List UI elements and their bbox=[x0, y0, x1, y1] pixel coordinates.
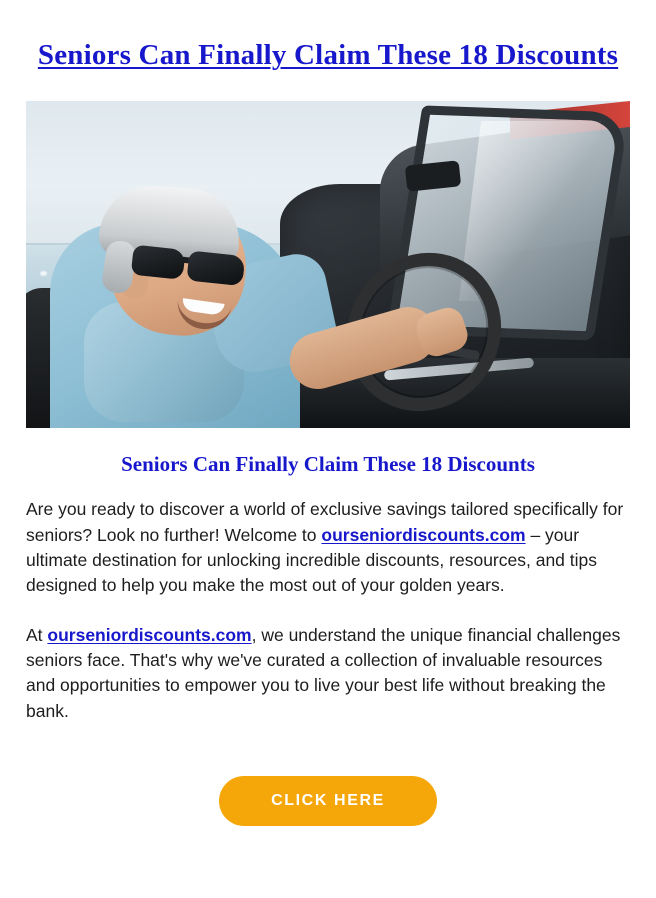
paragraph-1-text-after: – your ultimate destination for unlocking incredible discounts, resources, and tips designed to help you make the most out of your golden years. bbox=[26, 524, 598, 596]
headline-link[interactable]: Seniors Can Finally Claim These 18 Discounts bbox=[37, 39, 619, 71]
hero-image[interactable] bbox=[26, 101, 630, 428]
sub-headline: Seniors Can Finally Claim These 18 Discounts bbox=[121, 452, 535, 477]
cta-container bbox=[26, 724, 630, 826]
sunglasses-left-lens bbox=[131, 245, 186, 280]
paragraph-1-text-before: Are you ready to discover a world of exclusive savings tailored specifically for seniors? Look no further! Welcome to bbox=[26, 499, 624, 545]
click-here-button[interactable]: CLICK HERE bbox=[219, 776, 437, 826]
paragraph-2-text-before: At bbox=[26, 624, 48, 645]
site-link-2[interactable]: ourseniordiscounts.com bbox=[47, 624, 252, 645]
page-title bbox=[26, 0, 630, 75]
body-paragraph-2 bbox=[26, 599, 630, 725]
sunglasses-right-lens bbox=[186, 251, 245, 287]
paragraph-2-text-after: , we understand the unique financial challenges seniors face. That's why we've curated a collection of invaluable resources and opportunities to empower you to live your best life without breaking the bank. bbox=[26, 624, 621, 721]
body-paragraph-1 bbox=[26, 477, 630, 599]
site-link-1[interactable]: ourseniordiscounts.com bbox=[321, 524, 526, 545]
